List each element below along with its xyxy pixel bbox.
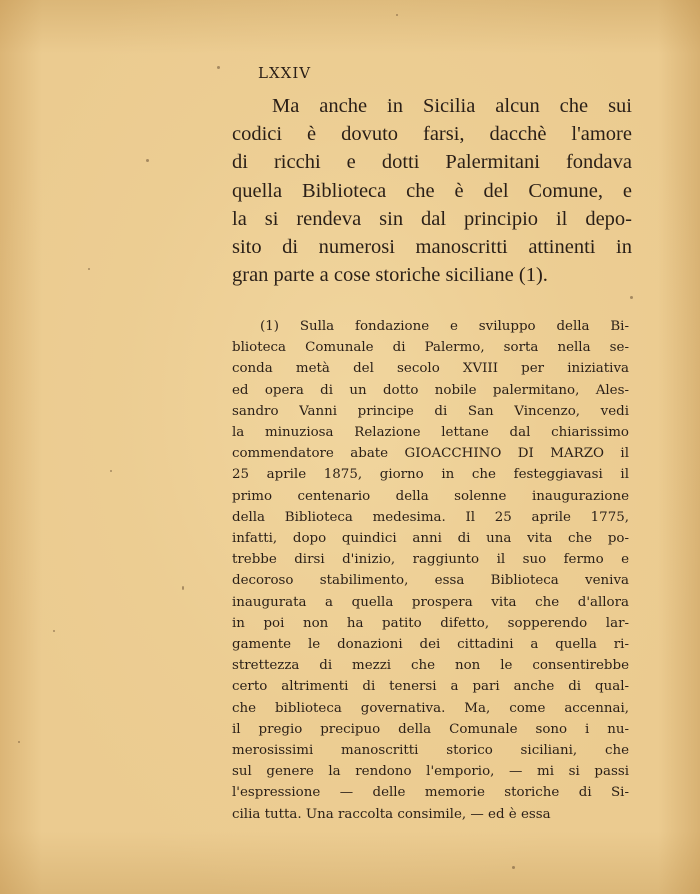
- page-number: LXXIV: [258, 64, 312, 82]
- footnote-line: della Biblioteca medesima. Il 25 aprile 1775,: [232, 509, 629, 525]
- footnote-line: 25 aprile 1875, giorno in che festeggiavasi il: [232, 467, 629, 483]
- main-text-line: codici è dovuto farsi, dacchè l'amore: [232, 123, 632, 146]
- footnote-line: sandro Vanni principe di San Vincenzo, vedi: [232, 403, 629, 419]
- main-text-line: di ricchi e dotti Palermitani fondava: [232, 151, 632, 174]
- footnote-line: blioteca Comunale di Palermo, sorta nella se-: [232, 340, 629, 356]
- footnote-line: trebbe dirsi d'inizio, raggiunto il suo fermo e: [232, 552, 629, 568]
- main-text-line: la si rendeva sin dal principio il depo-: [232, 207, 632, 230]
- footnote-line: decoroso stabilimento, essa Biblioteca veniva: [232, 573, 629, 589]
- footnote-line: il pregio precipuo della Comunale sono i nu-: [232, 721, 629, 737]
- footnote-line: ed opera di un dotto nobile palermitano, Ales-: [232, 382, 629, 398]
- footnote-line: inaugurata a quella prospera vita che d'allora: [232, 594, 629, 610]
- footnote-line: merosissimi manoscritti storico siciliani, che: [232, 743, 629, 759]
- footnote-line: commendatore abate GIOACCHINO DI MARZO il: [232, 446, 629, 462]
- footnote-line: cilia tutta. Una raccolta consimile, — ed è essa: [232, 806, 551, 822]
- footnote-line: sul genere la rendono l'emporio, — mi si passi: [232, 764, 629, 780]
- footnote-line: conda metà del secolo XVIII per iniziativa: [232, 361, 629, 377]
- main-text-line: sito di numerosi manoscritti attinenti in: [232, 236, 632, 259]
- footnote-line: certo altrimenti di tenersi a pari anche di qual-: [232, 679, 629, 695]
- footnote-line: infatti, dopo quindici anni di una vita che po-: [232, 531, 629, 547]
- footnote-line: che biblioteca governativa. Ma, come accennai,: [232, 700, 629, 716]
- footnote-line: gamente le donazioni dei cittadini a quella ri-: [232, 637, 629, 653]
- footnote: [232, 316, 629, 825]
- main-text-line: gran parte a cose storiche siciliane (1).: [232, 264, 548, 287]
- footnote-line: la minuziosa Relazione lettane dal chiarissimo: [232, 425, 629, 441]
- main-paragraph: [232, 92, 632, 289]
- footnote-line: primo centenario della solenne inaugurazione: [232, 488, 629, 504]
- main-text-line: quella Biblioteca che è del Comune, e: [232, 179, 632, 202]
- main-text-line: Ma anche in Sicilia alcun che sui: [272, 95, 632, 117]
- footnote-line: in poi non ha patito difetto, sopperendo lar-: [232, 615, 629, 631]
- footnote-line: (1) Sulla fondazione e sviluppo della Bi-: [260, 319, 629, 334]
- footnote-line: strettezza di mezzi che non le consentirebbe: [232, 658, 629, 674]
- footnote-line: l'espressione — delle memorie storiche di Si-: [232, 785, 629, 801]
